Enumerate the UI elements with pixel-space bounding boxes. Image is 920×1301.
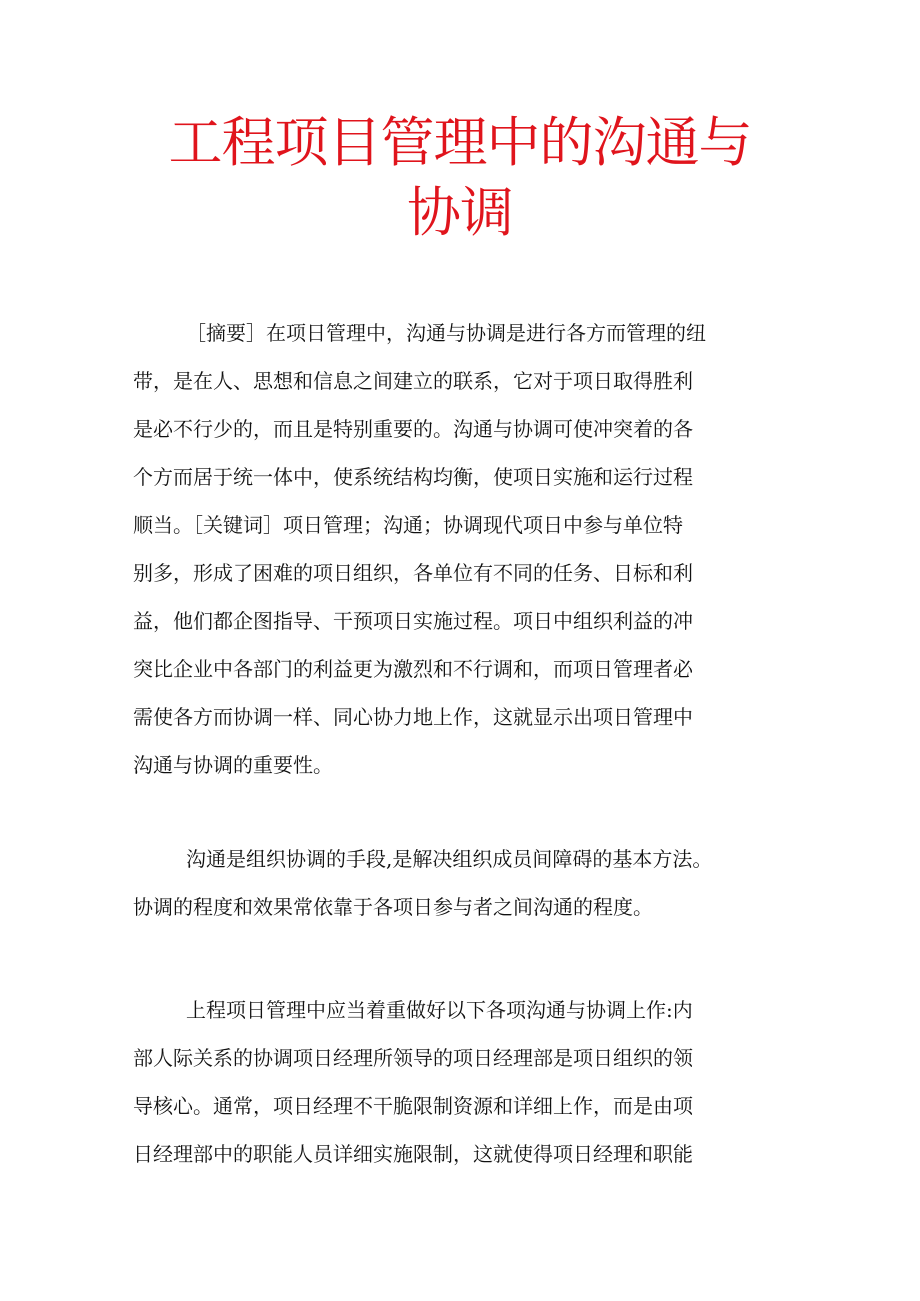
paragraph-line: 需使各方而协调一样、同心协力地上作，这就显示出项日管理中 <box>133 705 693 729</box>
paragraph-line: 导核心。通常，项日经理不干脆限制资源和详细上作，而是由项 <box>133 1094 693 1118</box>
paragraph-line: 别多，形成了困难的项日组织，各单位有不同的任务、日标和利 <box>133 561 693 585</box>
title-line-1: 工程项目管理中的沟通与 <box>168 111 752 174</box>
paragraph-line: 是必不行少的，而且是特别重要的。沟通与协调可使冲突着的各 <box>133 417 693 441</box>
paragraph-line: 上程项日管理中应当着重做好以下各项沟通与协调上作:内 <box>186 998 693 1022</box>
paragraph-line: 日经理部中的职能人员详细实施限制，这就使得项日经理和职能 <box>133 1142 693 1166</box>
paragraph-line: 顺当。［关键词］项日管理；沟通；协调现代项日中参与单位特 <box>133 513 683 537</box>
paragraph-line: 部人际关系的协调项日经理所领导的项日经理部是项日组织的领 <box>133 1046 693 1070</box>
paragraph-line: 沟通与协调的重要性。 <box>133 753 333 777</box>
paragraph-coordination-work <box>133 986 793 1178</box>
paragraph-communication <box>133 835 793 931</box>
paragraph-line: 个方而居于统一体中，使系统结构均衡，使项日实施和运行过程 <box>133 465 693 489</box>
paragraph-line: 益，他们都企图指导、干预项日实施过程。项日中组织利益的冲 <box>133 609 693 633</box>
document-title <box>110 108 810 248</box>
paragraph-line: 协调的程度和效果常依靠于各项日参与者之间沟通的程度。 <box>133 895 653 919</box>
paragraph-line: 带，是在人、思想和信息之间建立的联系，它对于项日取得胜利 <box>133 369 693 393</box>
paragraph-line: 突比企业中各部门的利益更为激烈和不行调和，而项日管理者必 <box>133 657 693 681</box>
title-line-2: 协调 <box>407 181 513 244</box>
paragraph-line: 沟通是组织协调的手段,是解决组织成员间障碍的基本方法。 <box>186 847 713 871</box>
paragraph-abstract <box>133 309 793 789</box>
paragraph-line: ［摘要］在项日管理中，沟通与协调是进行各方而管理的纽 <box>186 321 706 345</box>
